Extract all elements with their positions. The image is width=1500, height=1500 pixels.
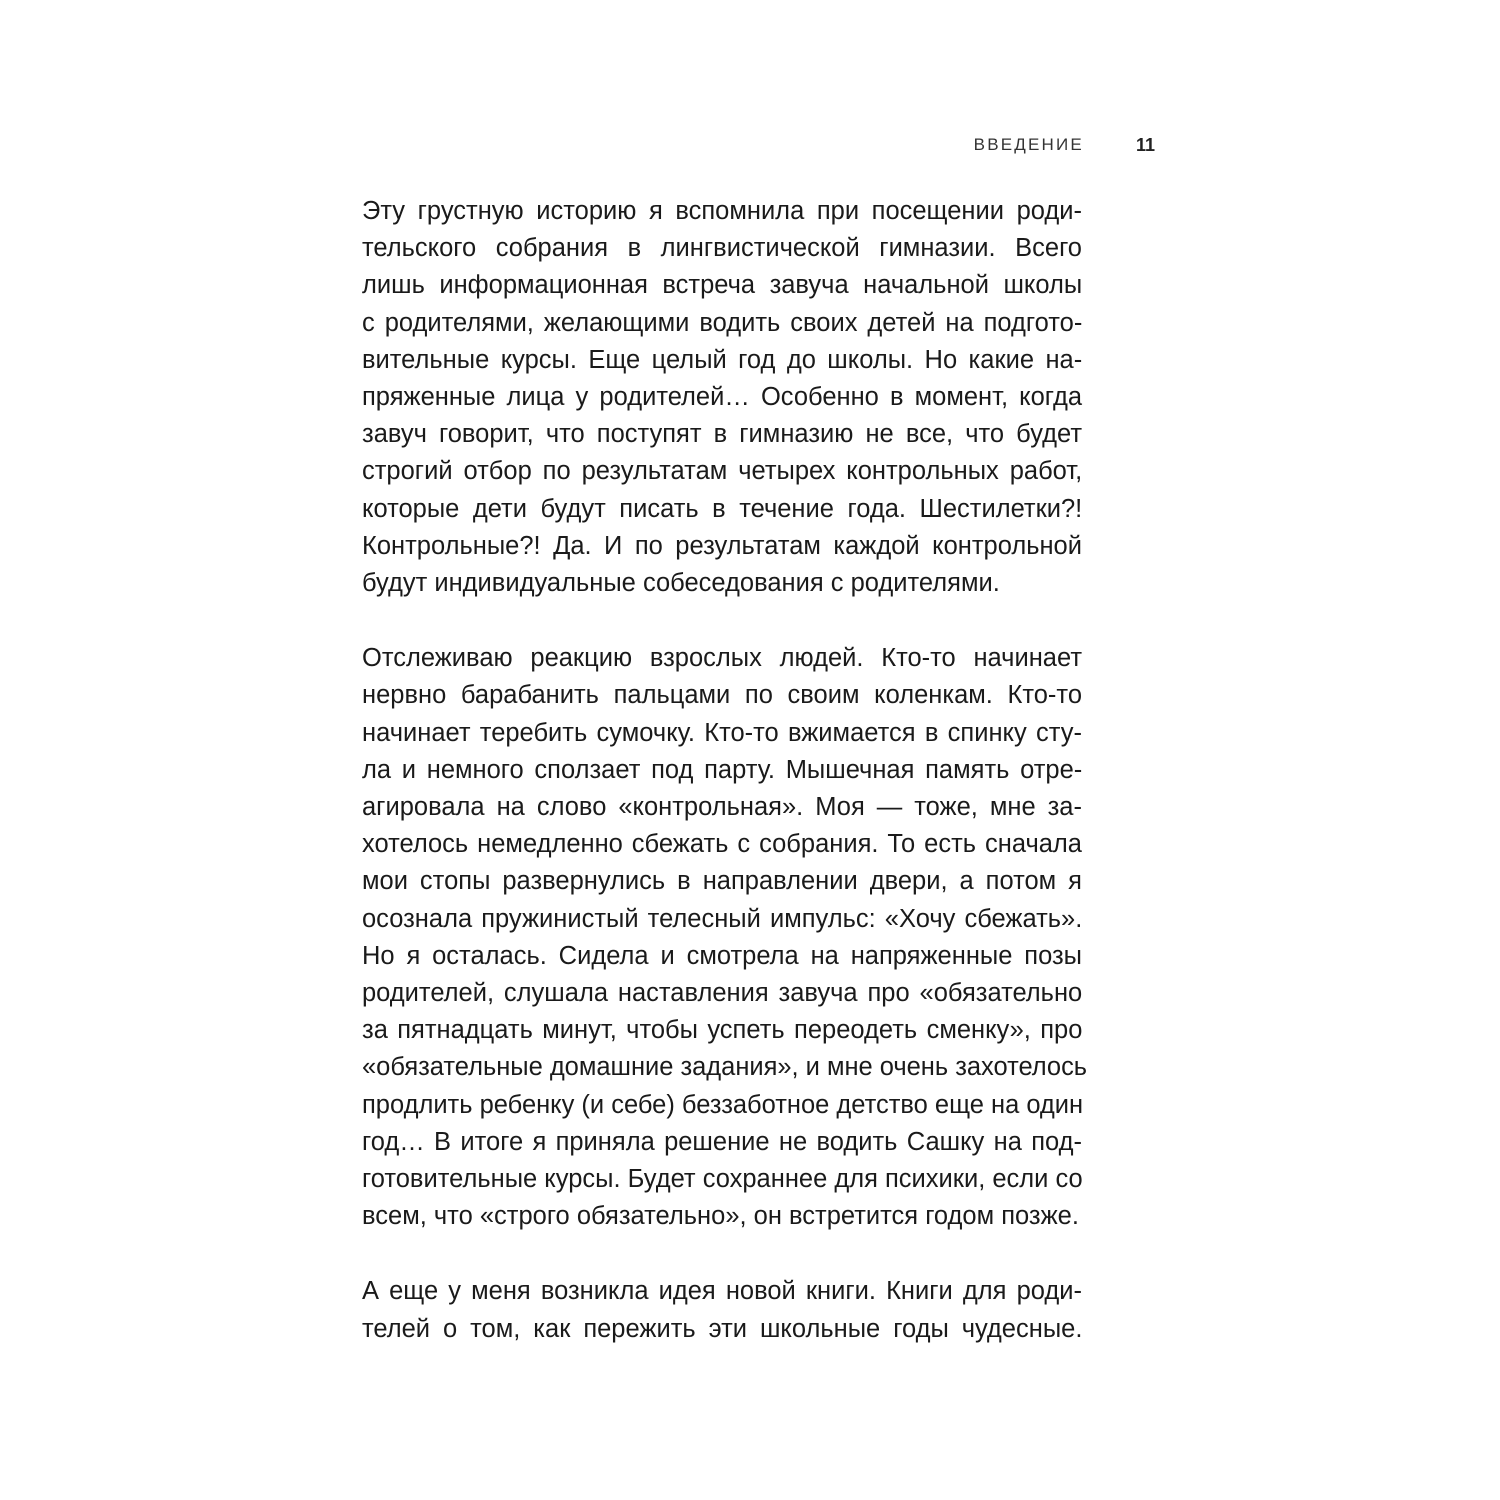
paragraph-2 <box>362 640 1088 1235</box>
text-line: готовительные курсы. Будет сохраннее для психики, если со <box>362 1165 1083 1194</box>
body-text <box>362 193 1088 1348</box>
text-line: Но я осталась. Сидела и смотрела на напряженные позы <box>362 941 1082 970</box>
text-line: начинает теребить сумочку. Кто-то вжимается в спинку сту- <box>362 718 1082 747</box>
paragraph-gap <box>362 1235 1082 1273</box>
text-line: А еще у меня возникла идея новой книги. Книги для роди- <box>362 1277 1082 1306</box>
text-line: осознала пружинистый телесный импульс: «Хочу сбежать». <box>362 904 1083 933</box>
text-line: «обязательные домашние задания», и мне очень захотелось <box>362 1053 1088 1082</box>
paragraph-gap <box>362 602 1082 640</box>
text-line: строгий отбор по результатам четырех контрольных работ, <box>362 457 1083 486</box>
text-line: лишь информационная встреча завуча начальной школы <box>362 271 1083 300</box>
text-line: всем, что «строго обязательно», он встретится годом позже. <box>362 1202 1079 1231</box>
text-line: пряженные лица у родителей… Особенно в момент, когда <box>362 383 1082 412</box>
running-header <box>900 132 1155 158</box>
paragraph-1 <box>362 193 1082 602</box>
text-line: год… В итоге я приняла решение не водить Сашку на под- <box>362 1127 1082 1156</box>
text-line: мои стопы развернулись в направлении двери, а потом я <box>362 867 1082 896</box>
section-title: ВВЕДЕНИЕ <box>973 135 1084 154</box>
page-number: 11 <box>1135 134 1155 155</box>
text-line: Контрольные?! Да. И по результатам каждой контрольной <box>362 531 1082 560</box>
text-line: которые дети будут писать в течение года. Шестилетки?! <box>362 494 1083 523</box>
text-line: продлить ребенку (и себе) беззаботное детство еще на один <box>362 1090 1084 1119</box>
text-line: вительные курсы. Еще целый год до школы. Но какие на- <box>362 345 1083 374</box>
text-line: будут индивидуальные собеседования с родителями. <box>362 569 1000 598</box>
text-line: агировала на слово «контрольная». Моя — тоже, мне за- <box>362 793 1082 822</box>
text-line: тельского собрания в лингвистической гимназии. Всего <box>362 234 1082 263</box>
paragraph-3 <box>362 1273 1082 1347</box>
text-line: родителей, слушала наставления завуча про «обязательно <box>362 979 1083 1008</box>
text-line: ла и немного сползает под парту. Мышечная память отре- <box>362 755 1083 784</box>
text-line: Эту грустную историю я вспомнила при посещении роди- <box>362 197 1082 225</box>
text-line: Отслеживаю реакцию взрослых людей. Кто-то начинает <box>362 644 1082 673</box>
text-line: телей о том, как пережить эти школьные годы чудесные. <box>362 1314 1083 1343</box>
text-line: завуч говорит, что поступят в гимназию не все, что будет <box>362 420 1082 449</box>
text-line: нервно барабанить пальцами по своим коленкам. Кто-то <box>362 681 1082 710</box>
text-line: хотелось немедленно сбежать с собрания. То есть сначала <box>362 830 1082 859</box>
text-line: с родителями, желающими водить своих детей на подгото- <box>362 308 1083 337</box>
text-line: за пятнадцать минут, чтобы успеть переодеть сменку», про <box>362 1016 1083 1045</box>
